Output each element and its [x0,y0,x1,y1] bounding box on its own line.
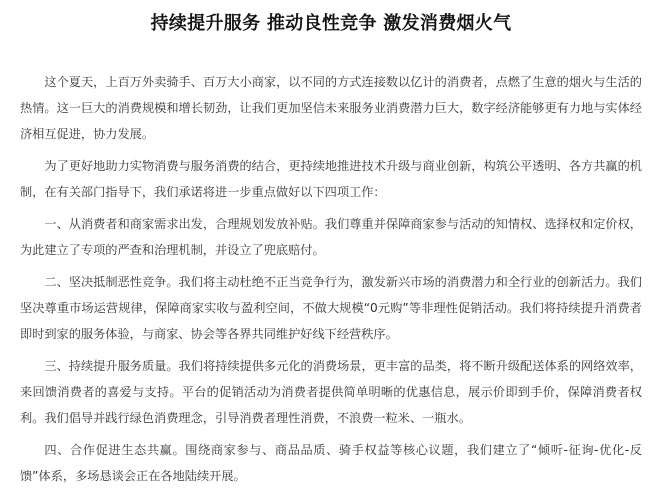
article-paragraph-5: 三、持续提升服务质量。我们将持续提供多元化的消费场景，更丰富的品类，将不断升级配送体系的网络效率，来回馈消费者的喜爱与支持。平台的促销活动为消费者提供简单明晰的优惠信息，展示价即到手价，保障消费者权利。我们倡导并践行绿色消费理念，引导消费者理性消费，不浪费一粒米、一瓶水。 [20,359,642,425]
article-paragraph-3: 一、从消费者和商家需求出发，合理规划发放补贴。我们尊重并保障商家参与活动的知情权、选择权和定价权，为此建立了专项的严查和治理机制，并设立了兜底赔付。 [20,217,642,257]
article-paragraph-1: 这个夏天，上百万外卖骑手、百万大小商家，以不同的方式连接数以亿计的消费者，点燃了生意的烟火与生活的热情。这一巨大的消费规模和增长韧劲，让我们更加坚信未来服务业消费潜力巨大，数字经济能够更有力地与实体经济相互促进，协力发展。 [20,75,642,141]
article-paragraph-2: 为了更好地助力实物消费与服务消费的结合，更持续地推进技术升级与商业创新，构筑公平透明、各方共赢的机制，在有关部门指导下，我们承诺将进一步重点做好以下四项工作： [20,159,642,199]
article-title: 持续提升服务 推动良性竞争 激发消费烟火气 [150,13,512,34]
article-paragraph-4: 二、坚决抵制恶性竞争。我们将主动杜绝不正当竞争行为，激发新兴市场的消费潜力和全行业的创新活力。我们坚决尊重市场运营规律，保障商家实收与盈利空间，不做大规模“0元购”等非理性促销活动。我们将持续提升消费者即时到家的服务体验，与商家、协会等各界共同维护好线下经营秩序。 [20,275,642,341]
article-paragraph-6: 四、合作促进生态共赢。围绕商家参与、商品品质、骑手权益等核心议题，我们建立了“倾听-征询-优化-反馈”体系，多场恳谈会正在各地陆续开展。 [20,443,642,483]
